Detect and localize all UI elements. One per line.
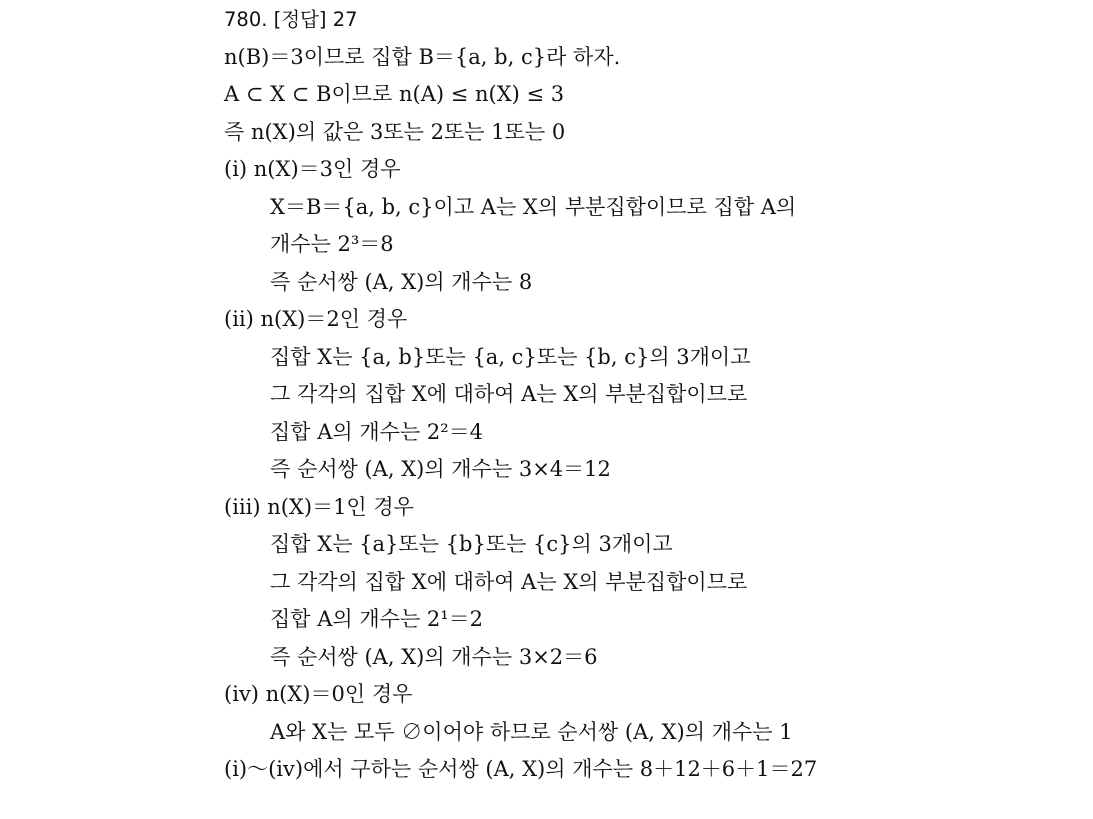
- case-3-line-2: 그 각각의 집합 X에 대하여 A는 X의 부분집합이므로: [270, 569, 748, 594]
- case-3-line-1: 집합 X는 {a}또는 {b}또는 {c}의 3개이고: [270, 532, 673, 556]
- case-1-heading: (ⅰ) n(X)＝3인 경우: [224, 157, 401, 181]
- conclusion-line: (ⅰ)～(ⅳ)에서 구하는 순서쌍 (A, X)의 개수는 8＋12＋6＋1＝27: [224, 757, 818, 781]
- case-2-line-1: 집합 X는 {a, b}또는 {a, c}또는 {b, c}의 3개이고: [270, 344, 751, 369]
- case-2-heading: (ⅱ) n(X)＝2인 경우: [224, 307, 408, 331]
- case-2-line-2: 그 각각의 집합 X에 대하여 A는 X의 부분집합이므로: [270, 382, 748, 406]
- solution-document: [224, 0, 1084, 789]
- case-4-heading: (ⅳ) n(X)＝0인 경우: [224, 682, 413, 706]
- case-2-line-4: 즉 순서쌍 (A, X)의 개수는 3×4＝12: [270, 457, 611, 481]
- line-3: 즉 n(X)의 값은 3또는 2또는 1또는 0: [224, 119, 566, 144]
- case-1-line-3: 즉 순서쌍 (A, X)의 개수는 8: [270, 269, 533, 294]
- case-4-line-1: A와 X는 모두 ∅이어야 하므로 순서쌍 (A, X)의 개수는 1: [270, 719, 793, 744]
- case-1-line-2: 개수는 2³＝8: [270, 232, 394, 256]
- case-2-line-3: 집합 A의 개수는 2²＝4: [270, 419, 484, 444]
- problem-title: 780. [정답] 27: [224, 8, 358, 31]
- line-1: n(B)＝3이므로 집합 B＝{a, b, c}라 하자.: [224, 44, 621, 69]
- case-3-line-3: 집합 A의 개수는 2¹＝2: [270, 607, 484, 631]
- case-1-line-1: X＝B＝{a, b, c}이고 A는 X의 부분집합이므로 집합 A의: [270, 194, 797, 219]
- case-3-heading: (ⅲ) n(X)＝1인 경우: [224, 494, 414, 519]
- line-2: A ⊂ X ⊂ B이므로 n(A) ≤ n(X) ≤ 3: [224, 82, 565, 106]
- case-3-line-4: 즉 순서쌍 (A, X)의 개수는 3×2＝6: [270, 644, 598, 669]
